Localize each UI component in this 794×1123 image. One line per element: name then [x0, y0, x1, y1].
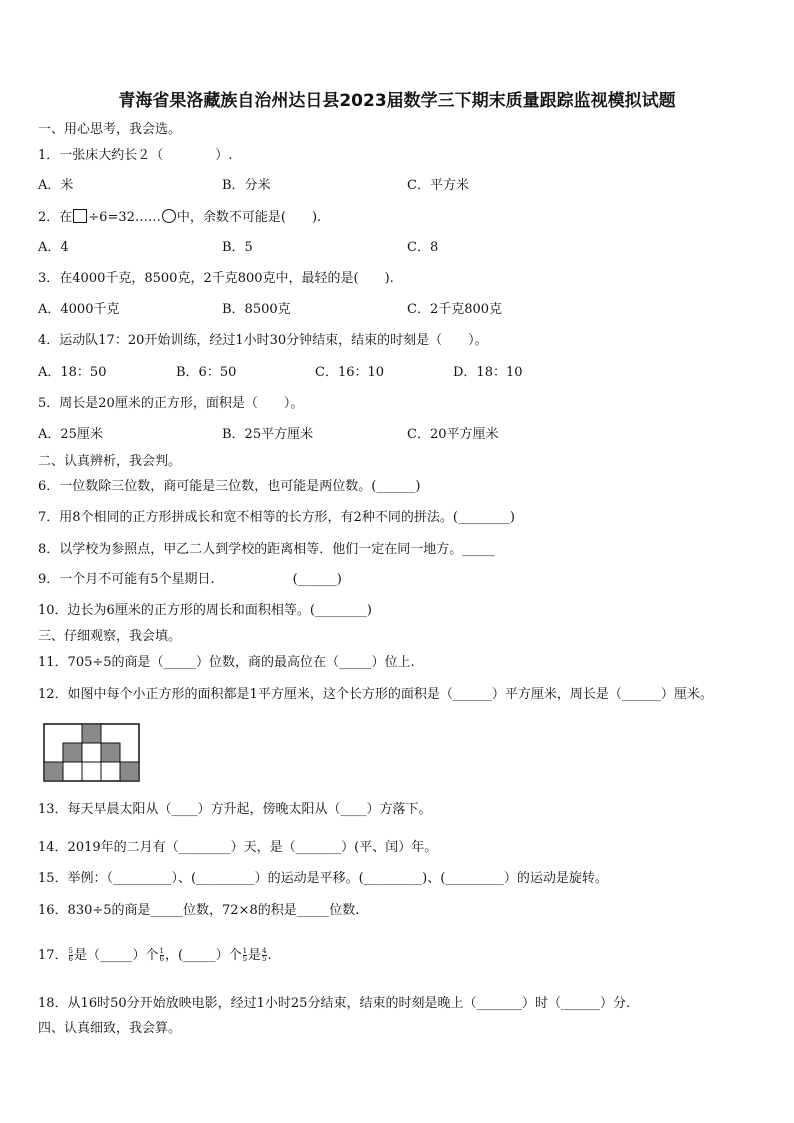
section-heading-2: 二、认真辨析，我会判。 — [38, 454, 182, 469]
q4-option-a: A．18：50 — [38, 365, 107, 380]
q2-suffix: 中，余数不可能是( ). — [176, 210, 322, 225]
q3-option-c: C．2千克800克 — [407, 302, 503, 317]
q3-option-b: B．8500克 — [222, 302, 291, 317]
q2-option-b: B．5 — [222, 240, 253, 255]
numerator: 1 — [159, 947, 164, 955]
question-12: 12．如图中每个小正方形的面积都是1平方厘米，这个长方形的面积是（______）平方厘米，周长是（______）厘米。 — [38, 687, 713, 702]
question-13: 13．每天早晨太阳从（____）方升起，傍晚太阳从（____）方落下。 — [38, 802, 432, 817]
q5-option-c: C．20平方厘米 — [407, 427, 499, 442]
denominator: 5 — [262, 955, 267, 963]
q17-number: 17． — [38, 948, 68, 963]
fraction-1-5 — [243, 948, 247, 963]
blank-circle-icon — [162, 209, 176, 223]
page-title: 青海省果洛藏族自治州达日县2023届数学三下期末质量跟踪监视模拟试题 — [118, 91, 676, 111]
denominator: 6 — [159, 955, 164, 963]
numerator: 1 — [242, 947, 248, 955]
q17-text-2: ，(_____）个 — [165, 948, 242, 963]
question-1: 1．一张床大约长２（ ）. — [38, 148, 233, 163]
blank-square-icon — [73, 209, 87, 223]
q2-prefix: 2．在 — [38, 210, 73, 225]
question-4: 4．运动队17：20开始训练，经过1小时30分钟结束，结束的时刻是（ ）。 — [38, 333, 488, 348]
question-14: 14．2019年的二月有（________）天，是（_______）(平、闰）年。 — [38, 840, 438, 855]
q3-option-a: A．4000千克 — [38, 302, 120, 317]
q5-option-a: A．25厘米 — [38, 427, 103, 442]
q4-option-c: C．16：10 — [315, 365, 385, 380]
q2-option-a: A．4 — [38, 240, 69, 255]
question-11: 11．705÷5的商是（_____）位数，商的最高位在（_____）位上. — [38, 655, 415, 670]
grid-rectangle-figure — [43, 723, 141, 783]
fraction-4-5 — [262, 948, 266, 963]
question-6: 6．一位数除三位数，商可能是三位数，也可能是两位数。(______) — [38, 479, 421, 494]
q4-option-b: B．6：50 — [176, 365, 237, 380]
q17-text-1: 是（_____）个 — [74, 948, 159, 963]
q4-option-d: D．18：10 — [453, 365, 523, 380]
question-2 — [38, 209, 321, 226]
question-3: 3．在4000千克，8500克，2千克800克中，最轻的是( ). — [38, 271, 394, 286]
denominator: 5 — [242, 955, 248, 963]
fraction-5-6 — [69, 948, 73, 963]
numerator: 5 — [68, 947, 74, 955]
q17-text-3: 是 — [248, 948, 262, 963]
section-heading-3: 三、仔细观察，我会填。 — [38, 629, 182, 644]
question-9: 9．一个月不可能有5个星期日. (______) — [38, 572, 342, 587]
question-5: 5．周长是20厘米的正方形，面积是（ ）。 — [38, 396, 304, 411]
q17-text-4: . — [267, 948, 272, 963]
question-15: 15．举例：（_________）、(_________）的运动是平移。(_________)、(_________）的运动是旋转。 — [38, 871, 608, 886]
question-18: 18．从16时50分开始放映电影，经过1小时25分结束，结束的时刻是晚上（_______）时（______）分. — [38, 996, 631, 1011]
numerator: 4 — [262, 947, 267, 955]
question-10: 10．边长为6厘米的正方形的周长和面积相等。(________) — [38, 603, 372, 618]
fraction-1-6 — [160, 948, 164, 963]
denominator: 6 — [68, 955, 74, 963]
q1-option-c: C．平方米 — [407, 178, 469, 193]
question-7: 7．用8个相同的正方形拼成长和宽不相等的长方形，有2种不同的拼法。(________) — [38, 510, 515, 525]
q1-option-a: A．米 — [38, 178, 74, 193]
question-17 — [38, 945, 272, 967]
q5-option-b: B．25平方厘米 — [222, 427, 314, 442]
section-heading-4: 四、认真细致，我会算。 — [38, 1021, 182, 1036]
question-8: 8．以学校为参照点，甲乙二人到学校的距离相等．他们一定在同一地方。_____ — [38, 542, 495, 557]
q2-middle: ÷6=32…… — [88, 210, 161, 225]
q1-option-b: B．分米 — [222, 178, 271, 193]
q2-option-c: C．8 — [407, 240, 439, 255]
question-16: 16．830÷5的商是_____位数，72×8的积是_____位数. — [38, 903, 360, 918]
section-heading-1: 一、用心思考，我会选。 — [38, 122, 182, 137]
